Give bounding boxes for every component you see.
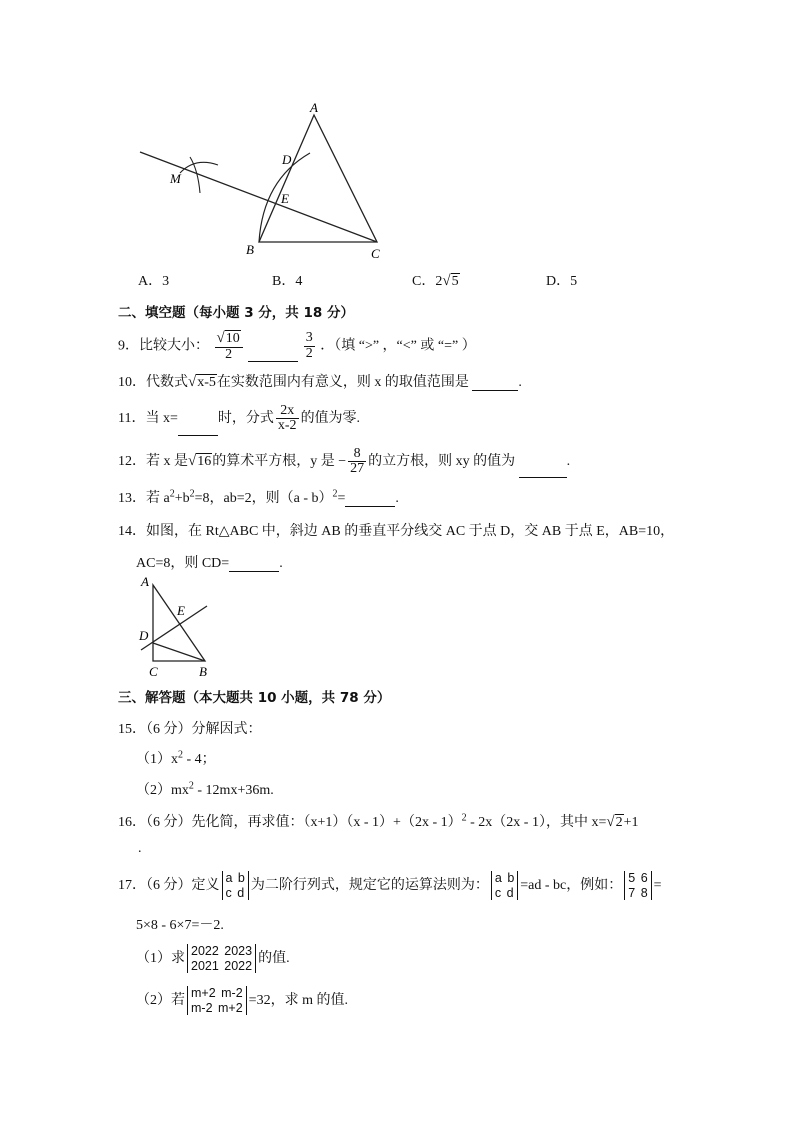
q13-lead: 13．若 a: [118, 491, 170, 506]
question-10: 10．代数式√x-5在实数范围内有意义，则 x 的取值范围是 .: [118, 374, 522, 390]
fig14-label-a: A: [141, 574, 149, 589]
q10-answer-blank: [472, 376, 518, 391]
q12-mid2: 的立方根，则 xy 的值为: [368, 454, 516, 469]
q9-fraction-left: $\frac{√10}{2}$: [215, 330, 243, 362]
q10-end: .: [518, 375, 522, 390]
question-9: [118, 330, 476, 362]
question-16: 16．（6 分）先化简，再求值：（x+1）（x - 1）+（2x - 1）$^2$ - 2x（2x - 1），其中 x=√2+1: [118, 812, 639, 830]
q17-example-determinant: [624, 871, 651, 900]
q9-lead: 9．比较大小：: [118, 338, 209, 354]
fig8-label-a: A: [310, 100, 318, 115]
q12-lead: 12．若 x 是: [118, 454, 188, 469]
fig8-label-c: C: [371, 246, 380, 261]
q13-exp3: 2: [332, 488, 338, 500]
question-17-part-2: [136, 982, 348, 1020]
q15-p1-lead: （1）x: [136, 752, 178, 767]
question-15-part-2: [136, 779, 274, 799]
q9-fraction-right: [304, 331, 315, 361]
q10-lead: 10．代数式: [118, 375, 188, 390]
question-12: 12．若 x 是√16的算术平方根，y 是 − $\frac{8}{27}$ 的立方根，则 xy 的值为 .: [118, 445, 571, 477]
q17-p2-determinant: [187, 986, 247, 1015]
q16-tail: +1: [623, 815, 639, 830]
q12-num: 8: [348, 447, 366, 463]
option-c-prefix: C．2: [412, 274, 443, 289]
q17-p2-row2: m-2 m+2: [191, 1000, 243, 1015]
q17-def-row1: a b: [225, 871, 245, 886]
q13-exp2: 2: [189, 488, 195, 500]
question-16-end: .: [138, 841, 142, 856]
q17-rule-row1: a b: [494, 871, 515, 886]
fig14-label-d: D: [139, 628, 149, 643]
q17-p2-tail: =32，求 m 的值.: [248, 993, 348, 1008]
section-2-title: 二、填空题（每小题 3 分，共 18 分）: [118, 305, 354, 321]
q11-mid: 时，分式: [217, 411, 274, 426]
q9-num2: 3: [305, 330, 313, 346]
fig8-label-b: B: [246, 242, 254, 257]
q9-tail: ．（填 “>” ，“<” 或 “=” ）: [320, 338, 476, 354]
q16-lead: 16．（6 分）先化简，再求值：（x+1）（x - 1）+（2x - 1）: [118, 815, 462, 830]
q17-rule-row2: c d: [494, 885, 514, 900]
q13-exp1: 2: [169, 488, 175, 500]
q12-end: .: [566, 454, 571, 469]
q11-den: x-2: [277, 418, 297, 434]
q17-lead: 17．（6 分）定义: [118, 878, 220, 893]
q13-mid1: +b: [174, 491, 190, 506]
q13-answer-blank: [345, 492, 395, 507]
question-14-line-2: [136, 552, 283, 572]
q9-den2: 2: [305, 345, 313, 361]
section-3-title: 三、解答题（本大题共 10 小题，共 78 分）: [118, 690, 391, 706]
question-17-line-2: 5×8 - 6×7=－2.: [136, 918, 224, 933]
fig14-label-e: E: [177, 603, 185, 618]
right-triangle-figure-q14: [135, 573, 215, 683]
option-c-radicand: 5: [451, 274, 459, 289]
question-15-part-1: [136, 748, 216, 768]
q17-p1-lead: （1）求: [136, 951, 185, 966]
option-b: B．4: [272, 274, 303, 289]
q17-example-row1: 5 6: [628, 871, 648, 886]
q12-answer-blank: [519, 463, 567, 478]
q11-answer-blank: [178, 421, 218, 436]
question-11: [118, 402, 360, 436]
q17-def-determinant: [222, 871, 249, 900]
fig14-label-c: C: [149, 664, 158, 679]
question-13: [118, 487, 399, 507]
q17-p1-determinant: [187, 944, 256, 973]
q17-eq: =ad - bc，例如：: [520, 878, 623, 893]
question-17: [118, 868, 662, 904]
q10-radicand: x-5: [197, 375, 216, 390]
q10-tail: 在实数范围内有意义，则 x 的取值范围是: [216, 375, 469, 390]
q17-def-row2: c d: [225, 885, 245, 900]
q12-den: 27: [350, 461, 365, 477]
q15-p2-lead: （2）mx: [136, 783, 189, 798]
q11-fraction: [276, 404, 299, 434]
option-c: C．2√5: [412, 273, 459, 289]
q17-p1-tail: 的值.: [258, 951, 290, 966]
q15-p1-tail: - 4；: [183, 752, 216, 767]
q14-answer-blank: [229, 557, 279, 572]
q16-mid: - 2x（2x - 1），其中 x=: [466, 815, 607, 830]
q12-mid1: 的算术平方根，y 是 −: [212, 454, 347, 469]
q13-mid2: =8，ab=2，则（a - b）: [194, 491, 333, 506]
option-a: A．3: [138, 274, 170, 289]
q13-end: .: [395, 491, 399, 506]
q17-tail: =: [653, 878, 662, 893]
q11-lead: 11．当 x=: [118, 411, 178, 426]
q17-p1-row2: 2021 2022: [191, 958, 253, 973]
q9-num1: 10: [225, 331, 240, 346]
option-d: D．5: [546, 274, 578, 289]
q14-line2a: AC=8，则 CD=: [136, 556, 230, 571]
q15-p2-exp: 2: [188, 780, 194, 792]
q17-p1-row1: 2022 2023: [191, 944, 253, 959]
q14-end: .: [279, 556, 283, 571]
q11-num: 2x: [276, 404, 299, 420]
q9-den1: 2: [225, 346, 233, 362]
q9-answer-blank: [248, 347, 298, 362]
fig8-label-m: M: [170, 171, 181, 186]
q15-p2-tail: - 12mx+36m.: [193, 783, 274, 798]
q17-example-row2: 7 8: [628, 885, 648, 900]
q12-radicand: 16: [197, 454, 212, 469]
question-15: 15．（6 分）分解因式：: [118, 722, 262, 737]
q11-tail: 的值为零.: [300, 411, 361, 426]
fig8-label-d: D: [282, 152, 292, 167]
fig8-label-e: E: [281, 191, 289, 206]
q13-mid3: =: [337, 491, 346, 506]
q15-p1-exp: 2: [178, 749, 183, 761]
q17-p2-lead: （2）若: [136, 993, 185, 1008]
q12-fraction: [348, 447, 366, 477]
q17-mid: 为二阶行列式，规定它的运算法则为：: [250, 878, 489, 893]
q16-radicand: 2: [615, 815, 623, 830]
q17-rule-determinant: [491, 871, 518, 900]
triangle-figure-q8: [130, 95, 390, 265]
question-14-line-1: 14．如图，在 Rt△ABC 中，斜边 AB 的垂直平分线交 AC 于点 D，交 AB 于点 E，AB=10，: [118, 524, 675, 539]
q17-p2-row1: m+2 m-2: [191, 986, 243, 1001]
fig14-label-b: B: [199, 664, 207, 679]
q16-exp: 2: [461, 812, 467, 824]
question-17-part-1: [136, 940, 290, 978]
